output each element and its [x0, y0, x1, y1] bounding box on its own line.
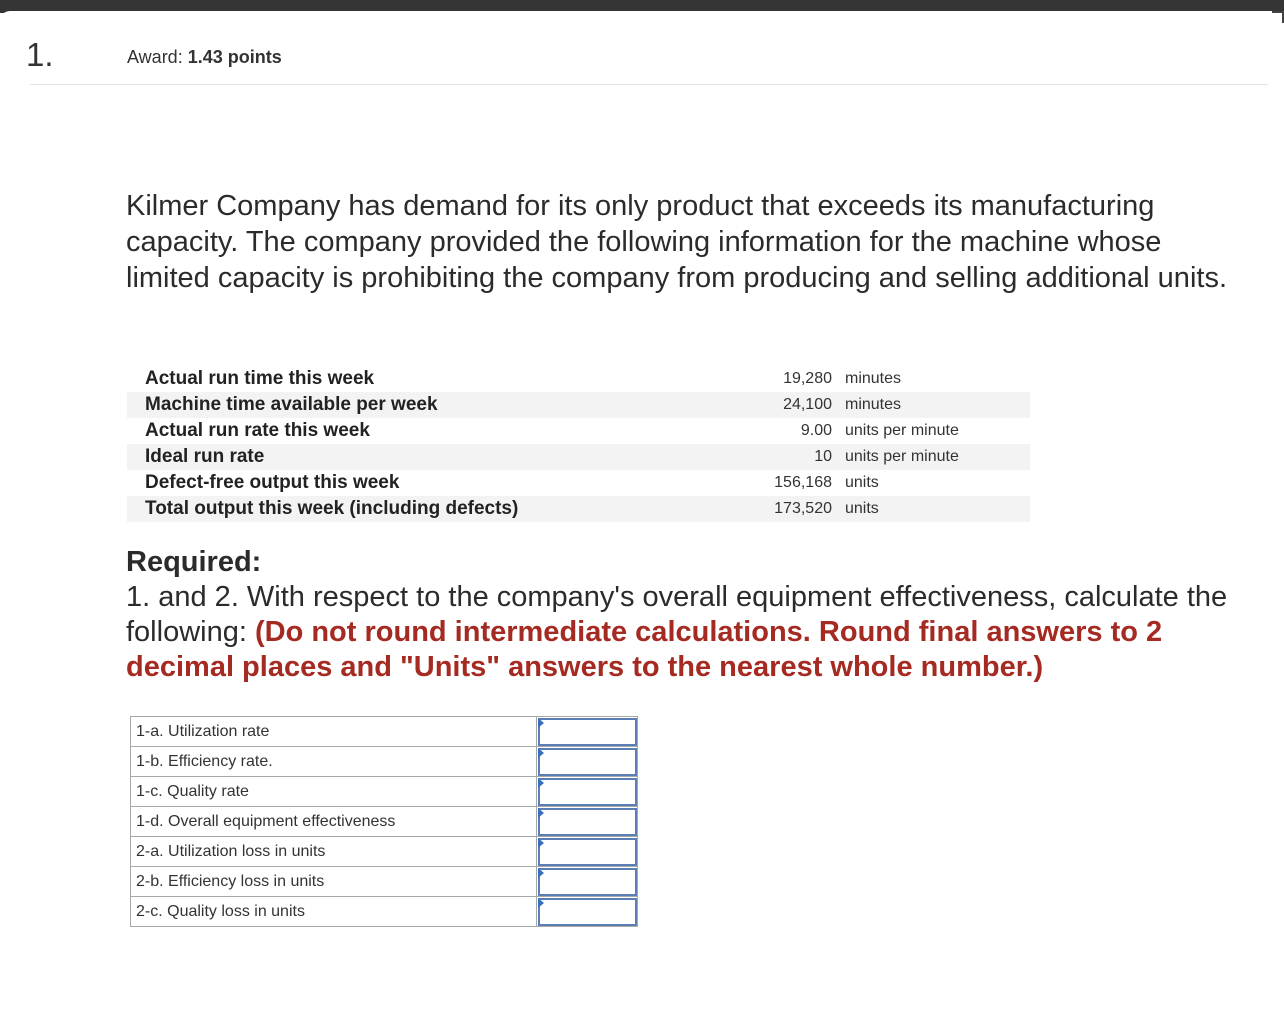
data-row-value: 24,100 — [745, 392, 845, 418]
answer-row — [131, 837, 638, 867]
utilization-rate-input[interactable] — [538, 718, 637, 746]
rounding-instruction: (Do not round intermediate calculations. Round final answers to 2 decimal places and "Units" answers to the nearest whole number.) — [126, 616, 1163, 683]
entry-marker-icon — [538, 868, 544, 878]
window-top-bar — [0, 0, 1284, 11]
header-divider — [30, 84, 1268, 85]
data-row-unit: units per minute — [845, 422, 959, 439]
oee-input[interactable] — [538, 808, 637, 836]
quality-loss-input[interactable] — [538, 898, 637, 926]
efficiency-loss-input[interactable] — [538, 868, 637, 896]
data-row-value: 173,520 — [745, 496, 845, 522]
answer-row — [131, 717, 638, 747]
data-row — [127, 444, 1030, 470]
data-row-label: Machine time available per week — [127, 392, 745, 418]
data-row-unit: minutes — [845, 392, 1030, 418]
data-row — [127, 418, 1030, 444]
answer-cell — [537, 837, 638, 867]
data-row-label: Actual run time this week — [145, 368, 375, 389]
answer-row — [131, 807, 638, 837]
data-row-value: 10 — [745, 444, 845, 470]
data-row-value: 156,168 — [774, 474, 832, 491]
entry-marker-icon — [538, 778, 544, 788]
window-corner-right — [1272, 11, 1284, 23]
data-row-label: Total output this week (including defects) — [127, 496, 745, 522]
entry-marker-icon — [538, 808, 544, 818]
data-row — [127, 496, 1030, 522]
answer-cell — [537, 777, 638, 807]
entry-marker-icon — [538, 748, 544, 758]
answer-row — [131, 897, 638, 927]
award-points: 1.43 points — [187, 47, 282, 67]
answer-table — [130, 716, 638, 927]
data-row — [127, 392, 1030, 418]
answer-label: 2-b. Efficiency loss in units — [131, 867, 537, 897]
data-row-value: 9.00 — [800, 422, 832, 439]
answer-row — [131, 747, 638, 777]
answer-label: 1-a. Utilization rate — [131, 717, 537, 747]
required-text: 1. and 2. With respect to the company's overall equipment effectiveness, calculate the following: — [126, 581, 1228, 648]
data-row-unit: units — [845, 496, 1030, 522]
answer-label: 1-c. Quality rate — [131, 777, 537, 807]
answer-cell — [537, 897, 638, 927]
answer-label: 2-c. Quality loss in units — [131, 897, 537, 927]
data-row — [127, 366, 1030, 392]
answer-row — [131, 777, 638, 807]
given-data-table — [127, 366, 1030, 522]
efficiency-rate-input[interactable] — [538, 748, 637, 776]
answer-cell — [537, 867, 638, 897]
award-label: Award: — [127, 47, 183, 67]
data-row-label: Actual run rate this week — [145, 420, 370, 441]
question-number: 1. — [26, 36, 54, 73]
answer-label: 2-a. Utilization loss in units — [131, 837, 537, 867]
answer-row — [131, 867, 638, 897]
data-row-unit: units — [845, 474, 879, 491]
entry-marker-icon — [538, 898, 544, 908]
data-row-unit: minutes — [845, 370, 902, 387]
required-section — [126, 545, 1266, 685]
utilization-loss-input[interactable] — [538, 838, 637, 866]
data-row-unit: units per minute — [845, 444, 1030, 470]
entry-marker-icon — [538, 838, 544, 848]
data-row-label: Defect-free output this week — [145, 472, 400, 493]
answer-cell — [537, 747, 638, 777]
data-row-value: 19,280 — [783, 370, 832, 387]
window-corner-left — [0, 11, 10, 21]
answer-label: 1-b. Efficiency rate. — [131, 747, 537, 777]
award-line — [127, 47, 282, 68]
data-row — [127, 470, 1030, 496]
answer-cell — [537, 807, 638, 837]
entry-marker-icon — [538, 718, 544, 728]
problem-intro: Kilmer Company has demand for its only product that exceeds its manufacturing capacity. The company provided the following information for the machine whose limited capacity is prohibiting the company from producing and selling additional units. — [126, 190, 1227, 294]
required-title: Required: — [126, 546, 262, 578]
answer-label: 1-d. Overall equipment effectiveness — [131, 807, 537, 837]
data-row-label: Ideal run rate — [127, 444, 745, 470]
quality-rate-input[interactable] — [538, 778, 637, 806]
answer-cell — [537, 717, 638, 747]
